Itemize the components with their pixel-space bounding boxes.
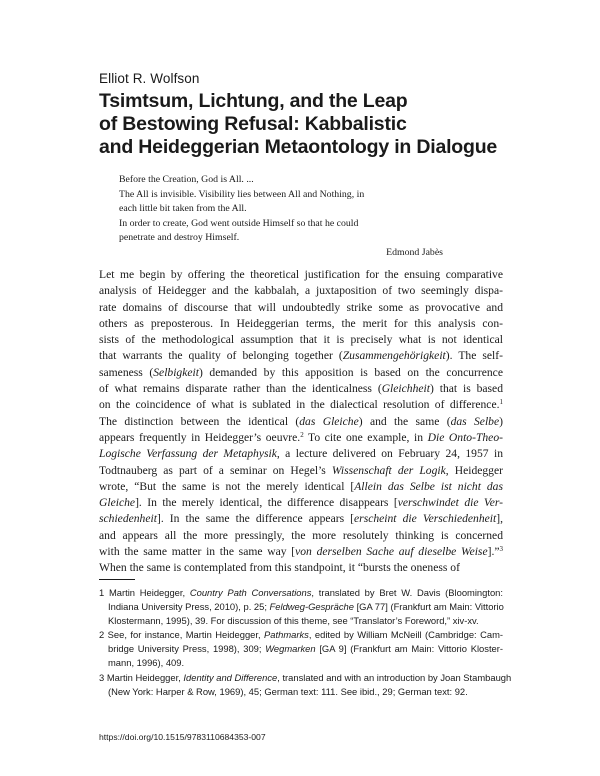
epigraph-line: penetrate and destroy Himself. [119,232,240,244]
footnote-ref[interactable]: 2 [300,430,304,439]
title-line: Tsimtsum, Lichtung, and the Leap [99,90,408,112]
body-line: and appears all the more pressingly, the more resolutely thinking is concerned [99,528,503,542]
footnote-1: 1 Martin Heidegger, Country Path Conversations, translated by Bret W. Davis (Bloomington: [99,587,503,598]
body-line: sists of the methodological assumption that it is precisely what is not identical [99,333,503,347]
body-line: rate domains of discourse that will undoubtedly strike some as provocative and [99,300,503,314]
footnote-2-cont: bridge University Press, 1998), 309; Wegmarken [GA 9] (Frankfurt am Main: Vittorio Kloster- [108,643,504,655]
body-line: that warrants the quality of belonging together (Zusammengehörigkeit). The self- [99,349,503,363]
body-line: wrote, “But the same is not the merely identical [Allein das Selbe ist nicht das [99,479,503,493]
epigraph-line: Before the Creation, God is All. ... [119,174,254,185]
epigraph-line: In order to create, God went outside Himself so that he could [119,217,359,229]
footnote-1-cont: Klostermann, 1995), 39. For discussion of this theme, see “Translator’s Foreword,” xiv-xv. [108,615,479,627]
body-line: with the same matter in the same way [von derselben Sache auf dieselbe Weise].”$^3$ [99,545,504,559]
footnote-ref[interactable]: 1 [499,398,503,407]
epigraph [119,173,443,261]
epigraph-attribution: Edmond Jabès [386,246,443,258]
body-line: The distinction between the identical (das Gleiche) and the same (das Selbe) [99,414,503,428]
body-text [99,267,503,577]
body-line: Gleiche]. In the merely identical, the difference disappears [verschwindet die Ver- [99,496,503,510]
body-line: schiedenheit]. In the same the difference appears [erscheint die Verschiedenheit], [99,512,503,526]
body-line: Todtnauberg as part of a seminar on Hegel’s Wissenschaft der Logik, Heidegger [99,463,503,477]
epigraph-line: each little bit taken from the All. [119,203,247,215]
chapter-title [99,90,519,159]
body-line: of what remains disparate rather than the identicalness (Gleichheit) that is based [99,382,504,396]
epigraph-line: The All is invisible. Visibility lies between All and Nothing, in [119,188,365,200]
body-line: on the coincidence of what is sublated in the dialectical resolution of difference.$^1$ [99,398,503,412]
body-line: sameness (Selbigkeit) demanded by this apposition is based on the concurrence [99,365,503,379]
footnote-2-cont: mann, 1996), 409. [108,657,185,669]
body-line: others as preposterous. In Heideggerian terms, the merit for this analysis con- [99,316,503,330]
footnote-ref[interactable]: 3 [499,545,504,554]
footnote-1-cont: Indiana University Press, 2010), p. 25; Feldweg-Gespräche [GA 77] (Frankfurt am Main: Vittorio [108,601,504,613]
body-line: Let me begin by offering the theoretical justification for the ensuing comparative [99,268,503,281]
footnote-3-cont: (New York: Harper & Row, 1969), 45; German text: 111. See ibid., 29; German text: 92. [108,685,468,697]
body-line: Logische Verfassung der Metaphysik, a lecture delivered on February 24, 1957 in [99,447,503,461]
doi-link[interactable]: https://doi.org/10.1515/9783110684353-007 [99,732,266,742]
title-line: and Heideggerian Metaontology in Dialogue [99,136,498,158]
body-line: appears frequently in Heidegger’s oeuvre.$^2$ To cite one example, in Die Onto-Theo- [99,430,503,444]
body-line: When the same is contemplated from this standpoint, it “bursts the oneness of [99,561,460,575]
footnote-3: 3 Martin Heidegger, Identity and Difference, translated and with an introduction by Joan Stambaugh [99,671,512,683]
footnote-divider [99,579,135,580]
body-line: analysis of Heidegger and the kabbalah, a juxtaposition of two seemingly dispa- [99,284,503,298]
footnotes [99,586,512,699]
title-line: of Bestowing Refusal: Kabbalistic [99,113,407,135]
author-name: Elliot R. Wolfson [99,71,200,86]
footnote-2: 2 See, for instance, Martin Heidegger, Pathmarks, edited by William McNeill (Cambridge: Cam- [99,629,503,641]
